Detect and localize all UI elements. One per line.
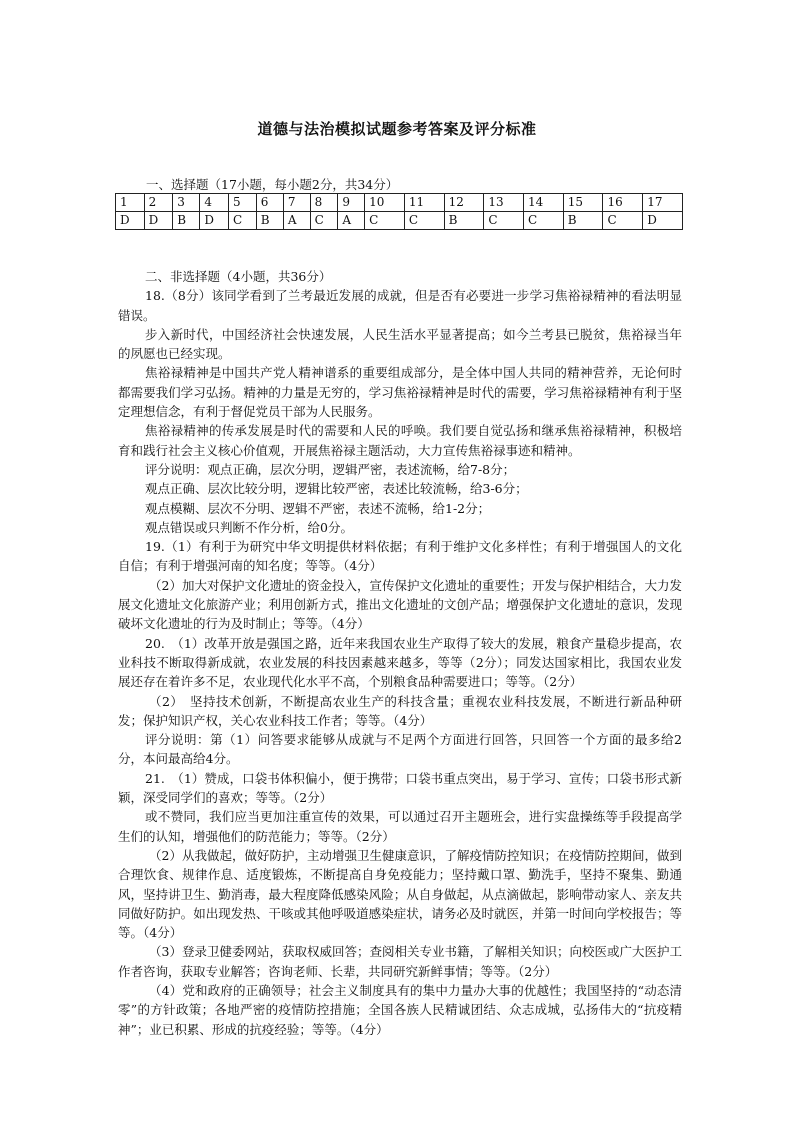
question-number: 16 (603, 194, 643, 212)
section2-content (118, 267, 682, 1039)
answer-paragraph: 步入新时代，中国经济社会快速发展，人民生活水平显著提高；如今兰考县已脱贫，焦裕禄当年的夙愿也已经实现。 (118, 326, 682, 362)
answer-row (116, 212, 683, 230)
answer-cell: B (256, 212, 283, 230)
answer-cell: C (229, 212, 257, 230)
answer-cell: C (365, 212, 405, 230)
question-number: 2 (144, 194, 173, 212)
question-number: 17 (643, 194, 683, 212)
question-number: 8 (310, 194, 338, 212)
section2-heading: 二、非选择题（4小题，共36分） (145, 269, 332, 284)
answer-paragraph: （4）党和政府的正确领导；社会主义制度具有的集中力量办大事的优越性；我国坚持的“动态清零”的方针政策；各地严密的疫情防控措施；全国各族人民精诚团结、众志成城，弘扬伟大的“抗疫精神”；业已积累、形成的抗疫经验；等等。（4分） (118, 982, 682, 1037)
question-number: 11 (404, 194, 444, 212)
question-number: 14 (524, 194, 564, 212)
answer-cell: D (643, 212, 683, 230)
answer-paragraph: （3）登录卫健委网站，获取权威回答；查阅相关专业书籍，了解相关知识；向校医或广大医护工作者咨询，获取专业解答；咨询老师、长辈，共同研究新鲜事情；等等。（2分） (118, 944, 682, 979)
question-number: 9 (338, 194, 365, 212)
answer-cell: C (484, 212, 524, 230)
answer-cell: D (144, 212, 173, 230)
scoring-note: 评分说明：第（1）问答要求能够从成就与不足两个方面进行回答，只回答一个方面的最多给2分，本问最高给4分。 (118, 732, 682, 767)
answer-paragraph: 18.（8分）该同学看到了兰考最近发展的成就，但是否有必要进一步学习焦裕禄精神的看法明显错误。 (118, 288, 682, 323)
answer-cell: A (338, 212, 365, 230)
answer-cell: D (200, 212, 229, 230)
question-number: 4 (200, 194, 229, 212)
question-number: 6 (256, 194, 283, 212)
answer-paragraph: 或不赞同，我们应当更加注重宣传的效果，可以通过召开主题班会，进行实盘操练等手段提高学生们的认知，增强他们的防范能力；等等。（2分） (118, 809, 682, 844)
answer-cell: C (404, 212, 444, 230)
answer-paragraph: 21. （1）赞成，口袋书体积偏小，便于携带；口袋书重点突出，易于学习、宣传；口袋书形式新颖，深受同学们的喜欢；等等。（2分） (118, 770, 682, 806)
question-number: 13 (484, 194, 524, 212)
answer-paragraph: 20. （1）改革开放是强国之路，近年来我国农业生产取得了较大的发展，粮食产量稳步提高，农业科技不断取得新成就，农业发展的科技因素越来越多，等等（2分）；同发达国家相比，我国农业发展还存在着许多不足，农业现代化水平不高，个别粮食品种需要进口；等等。（2分） (118, 635, 682, 690)
question-number: 12 (444, 194, 484, 212)
question-number: 5 (229, 194, 257, 212)
answer-paragraph: 19.（1）有利于为研究中华文明提供材料依据；有利于维护文化多样性；有利于增强国人的文化自信；有利于增强河南的知名度；等等。（4分） (118, 539, 682, 574)
section1-heading: 一、选择题（17小题，每小题2分，共34分） (146, 177, 399, 192)
scoring-note: 观点模糊、层次不分明、逻辑不严密，表述不流畅，给1-2分； (145, 500, 491, 516)
answer-paragraph: 焦裕禄精神的传承发展是时代的需要和人民的呼唤。我们要自觉弘扬和继承焦裕禄精神，积极培育和践行社会主义核心价值观，开展焦裕禄主题活动，大力宣传焦裕禄事迹和精神。 (118, 423, 682, 458)
answer-cell: C (310, 212, 338, 230)
answer-cell: C (524, 212, 564, 230)
scoring-note: 观点正确、层次比较分明，逻辑比较严密，表述比较流畅，给3-6分； (145, 481, 528, 497)
question-number: 1 (116, 194, 145, 212)
answer-cell: B (444, 212, 484, 230)
answer-cell: D (116, 212, 145, 230)
answer-cell: A (283, 212, 310, 230)
question-number-row (116, 194, 683, 212)
answer-paragraph: 焦裕禄精神是中国共产党人精神谱系的重要组成部分，是全体中国人共同的精神营养，无论何时都需要我们学习弘扬。精神的力量是无穷的，学习焦裕禄精神是时代的需要，学习焦裕禄精神有利于坚定理想信念，有利于督促党员干部为人民服务。 (118, 365, 682, 420)
scoring-note: 评分说明：观点正确，层次分明，逻辑严密，表述流畅，给7-8分； (145, 461, 516, 477)
question-number: 3 (173, 194, 200, 212)
answer-paragraph: （2）加大对保护文化遗址的资金投入，宣传保护文化遗址的重要性；开发与保护相结合，大力发展文化遗址文化旅游产业；利用创新方式，推出文化遗址的文创产品；增强保护文化遗址的意识，发现破坏文化遗址的行为及时制止；等等。（4分） (118, 577, 682, 632)
page-title: 道德与法治模拟试题参考答案及评分标准 (257, 120, 537, 138)
scoring-note: 观点错误或只判断不作分析，给0分。 (145, 519, 353, 535)
question-number: 15 (563, 194, 603, 212)
answer-table (115, 193, 683, 230)
answer-paragraph: （2） 坚持技术创新，不断提高农业生产的科技含量；重视农业科技发展，不断进行新品种研发；保护知识产权，关心农业科技工作者；等等。（4分） (118, 693, 682, 728)
answer-paragraph: （2）从我做起，做好防护，主动增强卫生健康意识，了解疫情防控知识；在疫情防控期间，做到合理饮食、规律作息、适度锻炼，不断提高自身免疫能力；坚持戴口罩、勤洗手，坚持不聚集、勤通风，坚持讲卫生、勤消毒，最大程度降低感染风险；从自身做起，从点滴做起，影响带动家人、亲友共同做好防护。如出现发热、干咳或其他呼吸道感染症状，请务必及时就医，并第一时间向学校报告；等等。（4分） (118, 847, 682, 941)
answer-cell: B (173, 212, 200, 230)
question-number: 10 (365, 194, 405, 212)
answer-cell: C (603, 212, 643, 230)
question-number: 7 (283, 194, 310, 212)
answer-cell: B (563, 212, 603, 230)
